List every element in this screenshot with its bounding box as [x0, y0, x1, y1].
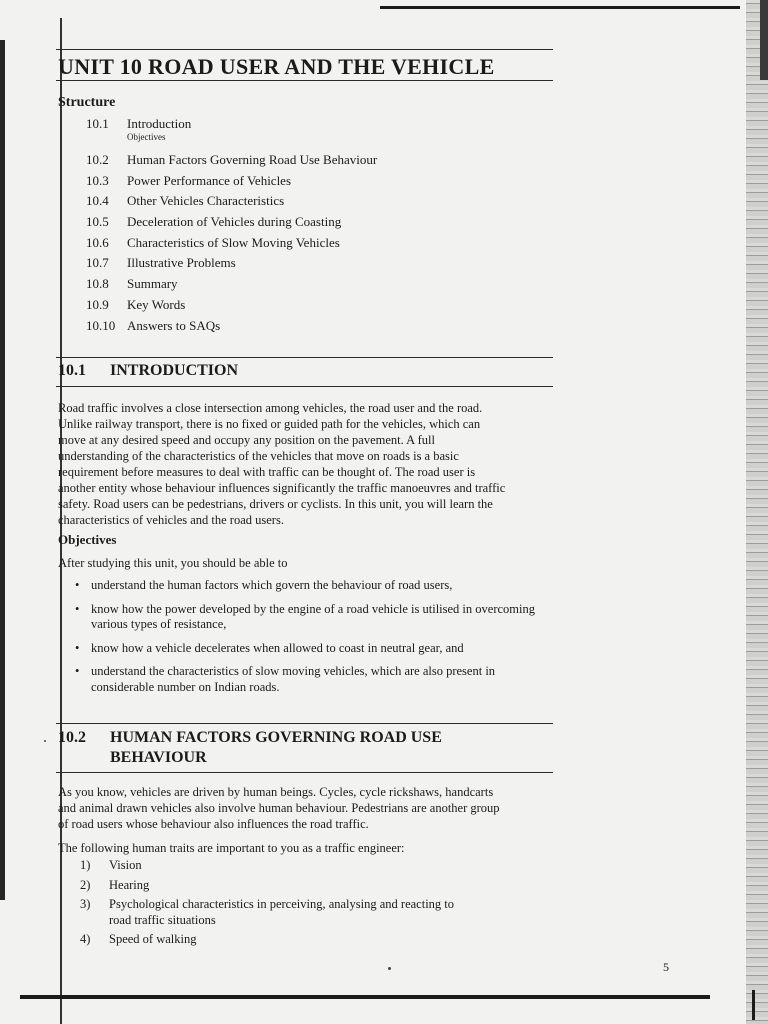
bullet-icon: • [75, 664, 80, 678]
text-line: understanding of the characteristics of the vehicles that move on roads is a basic [58, 449, 459, 463]
toc-number: 10.7 [86, 255, 109, 271]
list-item [75, 602, 561, 633]
text-line: and animal drawn vehicles also involve human behaviour. Pedestrians are another group [58, 801, 500, 815]
toc-label: Human Factors Governing Road Use Behaviour [127, 152, 378, 167]
divider [380, 6, 740, 9]
list-item-number: 3) [80, 897, 91, 911]
objectives-heading: Objectives [58, 532, 117, 547]
section-heading-continued: BEHAVIOUR [110, 749, 207, 766]
list-item [75, 578, 561, 594]
toc-sublabel: Objectives [127, 132, 166, 142]
text-line: of road users whose behaviour also influences the road traffic. [58, 817, 369, 831]
text-line: Road traffic involves a close intersection among vehicles, the road user and the road. [58, 401, 483, 415]
text-line: characteristics of vehicles and the road users. [58, 513, 284, 527]
divider [56, 386, 553, 387]
divider [56, 49, 553, 50]
list-item [80, 932, 469, 948]
text-line: safety. Road users can be pedestrians, drivers or cyclists. In this unit, you will learn the [58, 497, 493, 511]
toc-number: 10.4 [86, 193, 109, 209]
list-item [75, 664, 561, 695]
toc-label: Power Performance of Vehicles [127, 172, 292, 188]
text-line: another entity whose behaviour influences significantly the traffic manoeuvres and traffic [58, 481, 506, 495]
objectives-lead: After studying this unit, you should be able to [58, 556, 288, 570]
list-item-text: know how the power developed by the engine of a road vehicle is utilised in overcoming various types of resistance, [91, 601, 535, 631]
bullet-icon: • [75, 640, 80, 655]
list-item-number: 4) [80, 932, 91, 946]
list-item-number: 2) [80, 877, 91, 892]
list-item-text: Hearing [109, 877, 150, 892]
scan-speck [388, 967, 391, 970]
divider [56, 357, 553, 358]
structure-heading: Structure [58, 95, 116, 110]
scan-edge [0, 40, 5, 900]
section-paragraph [58, 784, 558, 832]
toc-number: 10.10 [86, 317, 116, 333]
section-heading: INTRODUCTION [110, 362, 239, 379]
text-line: Unlike railway transport, there is no fixed or guided path for the vehicles, which can [58, 417, 481, 431]
toc-number: 10.5 [86, 214, 109, 230]
scan-speck [44, 740, 46, 742]
traits-list [80, 858, 469, 952]
toc-number: 10.2 [86, 152, 109, 167]
toc-label: Illustrative Problems [127, 255, 236, 271]
list-item-text: know how a vehicle decelerates when allowed to coast in neutral gear, and [91, 640, 464, 655]
divider [56, 80, 553, 81]
unit-title: UNIT 10 ROAD USER AND THE VEHICLE [58, 54, 495, 79]
toc-number: 10.3 [86, 172, 109, 188]
text-line: As you know, vehicles are driven by human beings. Cycles, cycle rickshaws, handcarts [58, 785, 494, 799]
divider [56, 772, 553, 773]
section-heading: HUMAN FACTORS GOVERNING ROAD USE [110, 729, 442, 746]
list-item-text: Speed of walking [109, 932, 197, 946]
toc-label: Summary [127, 276, 178, 292]
objectives-list [75, 578, 561, 703]
intro-paragraph [58, 400, 558, 528]
list-item-text: understand the characteristics of slow moving vehicles, which are also present in considerable number on Indian roads. [91, 664, 496, 694]
scan-edge [760, 0, 768, 80]
toc-number: 10.9 [86, 296, 109, 312]
scan-edge [20, 995, 710, 999]
list-item-text: understand the human factors which govern the behaviour of road users, [91, 578, 453, 592]
toc-label: Other Vehicles Characteristics [127, 193, 285, 209]
toc-label: Answers to SAQs [127, 317, 221, 333]
toc-label: Key Words [127, 296, 186, 312]
toc-number: 10.1 [86, 116, 109, 131]
bullet-icon: • [75, 601, 80, 616]
list-item [75, 641, 561, 657]
list-item-text: Psychological characteristics in perceiving, analysing and reacting to road traffic situations [109, 897, 455, 927]
toc-label: Characteristics of Slow Moving Vehicles [127, 234, 340, 250]
traits-lead: The following human traits are important to you as a traffic engineer: [58, 841, 405, 855]
list-item-text: Vision [109, 858, 142, 872]
scan-edge [752, 990, 755, 1020]
list-item [80, 897, 469, 928]
divider [56, 723, 553, 724]
list-item-number: 1) [80, 858, 91, 872]
toc-label: Deceleration of Vehicles during Coasting [127, 214, 342, 230]
toc-label: Introduction [127, 116, 192, 131]
toc-number: 10.8 [86, 276, 109, 292]
toc-number: 10.6 [86, 234, 109, 250]
list-item [80, 858, 469, 874]
section-number: 10.2 [58, 729, 86, 746]
page-number: 5 [663, 960, 669, 974]
scan-edge [746, 0, 768, 1024]
bullet-icon: • [75, 578, 80, 592]
text-line: requirement before measures to deal with traffic can be thought of. The road user is [58, 465, 476, 479]
list-item [80, 878, 469, 894]
section-number: 10.1 [58, 362, 86, 379]
text-line: move at any desired speed and occupy any position on the pavement. A full [58, 433, 435, 447]
